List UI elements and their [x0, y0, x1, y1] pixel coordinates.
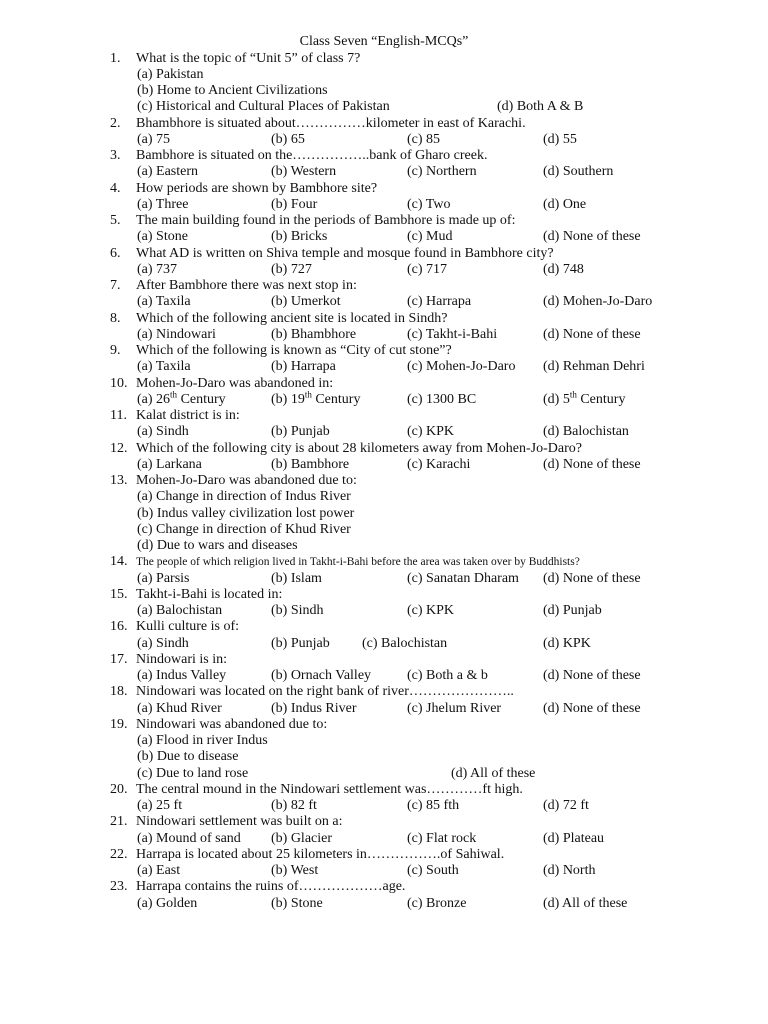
option-d: (d) North	[543, 863, 596, 878]
question-text: Nindowari settlement was built on a:	[136, 814, 343, 830]
option-a: (a) Parsis	[137, 570, 190, 586]
question-text: After Bambhore there was next stop in:	[136, 278, 357, 293]
option-tail: Century	[311, 391, 361, 407]
option-d: (d) 748	[543, 261, 584, 277]
question-number: 19.	[110, 716, 128, 732]
option-a: (a) Indus Valley	[137, 668, 227, 683]
question-text: Bambhore is situated on the……………..bank of Gharo creek.	[136, 148, 488, 163]
option-d: (d) None of these	[543, 229, 641, 245]
text-line	[0, 473, 768, 489]
option-d: (d) Due to wars and diseases	[137, 538, 298, 553]
question-number: 1.	[110, 50, 121, 66]
text-line	[0, 148, 768, 164]
question-text: Which of the following is known as “City of cut stone”?	[136, 343, 452, 358]
question-number: 15.	[110, 586, 128, 602]
question-number: 13.	[110, 473, 128, 488]
option-b: (b) Sindh	[271, 603, 324, 618]
text-line	[0, 67, 768, 83]
option-b: (b) Bambhore	[271, 456, 350, 472]
text-line	[0, 132, 768, 148]
option-label: (a) 26	[137, 391, 171, 407]
question-text: The central mound in the Nindowari settlement was…………ft high.	[136, 781, 523, 797]
option-a: (a) Larkana	[137, 456, 202, 472]
option-d: (d) Mohen-Jo-Daro	[543, 294, 653, 310]
question-number: 23.	[110, 879, 128, 895]
option-a: (a) 737	[137, 261, 178, 277]
option-a: (a) Golden	[137, 895, 198, 911]
text-line	[0, 457, 768, 473]
option-b: (b) 727	[271, 261, 312, 277]
option-b: (b) West	[271, 863, 319, 878]
text-line	[0, 668, 768, 684]
option-d: (d) 72 ft	[543, 798, 589, 813]
question-number: 17.	[110, 651, 128, 667]
text-line	[0, 603, 768, 619]
option-b	[271, 389, 361, 408]
text-line	[0, 311, 768, 327]
option-d: (d) Southern	[543, 164, 614, 180]
option-d: (d) All of these	[451, 765, 536, 781]
question-number: 12.	[110, 440, 128, 456]
question-number: 8.	[110, 310, 121, 326]
option-c: (c) Mud	[407, 229, 453, 245]
text-line	[0, 619, 768, 635]
option-c: (c) Jhelum River	[407, 700, 502, 716]
option-b: (b) Four	[271, 196, 318, 212]
option-b: (b) Umerkot	[271, 294, 341, 310]
option-b: (b) 82 ft	[271, 798, 317, 813]
question-number: 11.	[110, 408, 127, 423]
question-text: The main building found in the periods of Bambhore is made up of:	[136, 213, 516, 228]
option-c: (c) KPK	[407, 603, 455, 618]
text-line	[0, 766, 768, 782]
option-a: (a) Stone	[137, 229, 188, 245]
option-a: (a) Khud River	[137, 700, 222, 716]
text-line	[0, 262, 768, 278]
text-line	[0, 441, 768, 457]
option-d: (d) Punjab	[543, 603, 602, 618]
option-d: (d) None of these	[543, 326, 641, 342]
text-line	[0, 879, 768, 895]
option-a: (a) Taxila	[137, 294, 191, 310]
question-text: Takht-i-Bahi is located in:	[136, 586, 283, 602]
text-line	[0, 733, 768, 749]
option-c: (c) Due to land rose	[137, 765, 249, 781]
text-line	[0, 408, 768, 424]
question-number: 9.	[110, 343, 121, 358]
option-label: (b) 19	[271, 391, 305, 407]
option-a: (a) 75	[137, 131, 171, 147]
ordinal-suffix: th	[170, 389, 178, 400]
option-c: (c) Northern	[407, 164, 477, 180]
option-b: (b) Ornach Valley	[271, 668, 372, 683]
question-text: Mohen-Jo-Daro was abandoned due to:	[136, 473, 357, 488]
option-tail: Century	[177, 391, 226, 407]
option-a: (a) Balochistan	[137, 603, 223, 618]
option-b: (b) Harrapa	[271, 359, 336, 375]
option-a	[137, 389, 226, 408]
option-c: (c) Bronze	[407, 895, 467, 911]
option-d: (d) One	[543, 196, 587, 212]
option-d: (d) Plateau	[543, 830, 605, 846]
option-a: (a) Three	[137, 196, 189, 212]
option-a: (a) Change in direction of Indus River	[137, 489, 351, 505]
option-a: (a) Mound of sand	[137, 830, 241, 846]
text-line	[0, 294, 768, 310]
question-text: How periods are shown by Bambhore site?	[136, 180, 378, 196]
option-c: (c) Historical and Cultural Places of Pakistan	[137, 99, 390, 115]
option-c: (c) 1300 BC	[407, 391, 477, 407]
text-line	[0, 489, 768, 505]
option-a: (a) East	[137, 863, 181, 878]
question-text: Nindowari was abandoned due to:	[136, 716, 328, 732]
option-b: (b) Due to disease	[137, 749, 239, 765]
option-label: (d) 5	[543, 391, 570, 407]
option-b: (b) Glacier	[271, 830, 333, 846]
option-b: (b) Bhambhore	[271, 326, 357, 342]
question-number: 22.	[110, 846, 128, 862]
option-a: (a) Sindh	[137, 424, 189, 440]
text-line	[0, 229, 768, 245]
option-b: (b) Home to Ancient Civilizations	[137, 83, 328, 98]
page-title: Class Seven “English-MCQs”	[299, 34, 469, 49]
question-number: 2.	[110, 115, 121, 131]
option-b: (b) Indus River	[271, 700, 357, 716]
option-d: (d) None of these	[543, 700, 641, 716]
option-a: (a) Taxila	[137, 359, 191, 375]
option-tail: Century	[576, 391, 626, 407]
option-a: (a) Pakistan	[137, 66, 204, 82]
question-text: The people of which religion lived in Takht-i-Bahi before the area was taken over by Buddhists?	[136, 556, 580, 569]
option-b: (b) Punjab	[271, 635, 330, 651]
option-c: (c) Sanatan Dharam	[407, 570, 519, 586]
text-line	[0, 571, 768, 587]
option-d	[543, 389, 626, 408]
question-number: 20.	[110, 781, 128, 797]
question-text: Harrapa is located about 25 kilometers in…………….of Sahiwal.	[136, 846, 505, 862]
option-b: (b) Punjab	[271, 424, 330, 440]
option-a: (a) Nindowari	[137, 326, 216, 342]
text-line	[0, 782, 768, 798]
text-line	[0, 327, 768, 343]
option-c: (c) KPK	[407, 424, 455, 440]
text-line	[0, 99, 768, 115]
text-line	[0, 343, 768, 359]
option-a: (a) Sindh	[137, 635, 189, 651]
text-line	[0, 164, 768, 180]
option-a: (a) 25 ft	[137, 798, 183, 813]
option-c: (c) Both a & b	[407, 668, 488, 683]
text-line	[0, 424, 768, 440]
option-d: (d) None of these	[543, 570, 641, 586]
option-c: (c) Flat rock	[407, 830, 477, 846]
option-d: (d) All of these	[543, 895, 628, 911]
text-line	[0, 798, 768, 814]
option-b: (b) Stone	[271, 895, 323, 911]
text-line	[0, 847, 768, 863]
question-text: Bhambhore is situated about……………kilometer in east of Karachi.	[136, 115, 526, 131]
text-line	[0, 83, 768, 99]
text-line	[0, 389, 768, 408]
option-d: (d) Both A & B	[497, 99, 584, 115]
option-b: (b) Indus valley civilization lost power	[137, 505, 355, 521]
option-c: (c) Change in direction of Khud River	[137, 521, 351, 537]
question-number: 21.	[110, 814, 128, 830]
option-c: (c) South	[407, 863, 459, 878]
text-line	[0, 652, 768, 668]
text-line	[0, 51, 768, 67]
ordinal-suffix: th	[304, 389, 312, 400]
text-line	[0, 749, 768, 765]
question-text: Mohen-Jo-Daro was abandoned in:	[136, 375, 334, 391]
text-line	[0, 181, 768, 197]
question-number: 10.	[110, 375, 128, 391]
text-line	[0, 831, 768, 847]
text-line	[0, 717, 768, 733]
option-c: (c) Karachi	[407, 456, 471, 472]
option-c: (c) Harrapa	[407, 294, 472, 310]
text-line	[0, 896, 768, 912]
option-b: (b) 65	[271, 131, 305, 147]
text-line	[0, 278, 768, 294]
question-number: 16.	[110, 619, 128, 635]
option-c: (c) 85 fth	[407, 798, 460, 813]
option-c: (c) Takht-i-Bahi	[407, 326, 498, 342]
text-line	[0, 116, 768, 132]
text-line	[0, 814, 768, 830]
question-text: Kalat district is in:	[136, 408, 240, 423]
text-line	[0, 522, 768, 538]
text-line	[0, 636, 768, 652]
option-a: (a) Eastern	[137, 164, 199, 180]
text-line	[0, 701, 768, 717]
text-line	[0, 538, 768, 554]
text-line	[0, 554, 768, 570]
option-d: (d) None of these	[543, 456, 641, 472]
option-d: (d) KPK	[543, 635, 591, 651]
option-c: (c) Two	[407, 196, 451, 212]
question-number: 5.	[110, 213, 121, 228]
text-line	[0, 359, 768, 375]
text-line	[0, 684, 768, 700]
question-number: 6.	[110, 245, 121, 261]
option-c: (c) Mohen-Jo-Daro	[407, 359, 516, 375]
option-c: (c) 717	[407, 261, 448, 277]
question-text: Which of the following city is about 28 kilometers away from Mohen-Jo-Daro?	[136, 440, 582, 456]
question-text: Nindowari was located on the right bank of river…………………..	[136, 684, 514, 700]
question-number: 18.	[110, 684, 128, 700]
option-c: (c) 85	[407, 131, 441, 147]
option-d: (d) None of these	[543, 668, 641, 683]
option-a: (a) Flood in river Indus	[137, 733, 268, 748]
question-number: 7.	[110, 278, 121, 293]
text-line	[0, 587, 768, 603]
option-d: (d) Rehman Dehri	[543, 359, 645, 375]
text-line	[0, 197, 768, 213]
question-text: What is the topic of “Unit 5” of class 7?	[136, 50, 361, 66]
question-text: What AD is written on Shiva temple and mosque found in Bambhore city?	[136, 245, 554, 261]
ordinal-suffix: th	[569, 389, 577, 400]
question-text: Which of the following ancient site is located in Sindh?	[136, 310, 448, 326]
question-number: 4.	[110, 180, 121, 196]
text-line	[0, 863, 768, 879]
text-line	[0, 506, 768, 522]
text-line	[0, 376, 768, 392]
option-c: (c) Balochistan	[362, 635, 448, 651]
option-b: (b) Bricks	[271, 229, 328, 245]
question-number: 3.	[110, 148, 121, 163]
question-number: 14.	[110, 554, 128, 570]
option-d: (d) 55	[543, 131, 577, 147]
option-b: (b) Islam	[271, 570, 322, 586]
question-text: Nindowari is in:	[136, 651, 227, 667]
text-line	[0, 246, 768, 262]
question-text: Kulli culture is of:	[136, 619, 240, 635]
option-b: (b) Western	[271, 164, 337, 180]
text-line	[0, 213, 768, 229]
option-d: (d) Balochistan	[543, 424, 629, 440]
question-text: Harrapa contains the ruins of………………age.	[136, 879, 406, 895]
